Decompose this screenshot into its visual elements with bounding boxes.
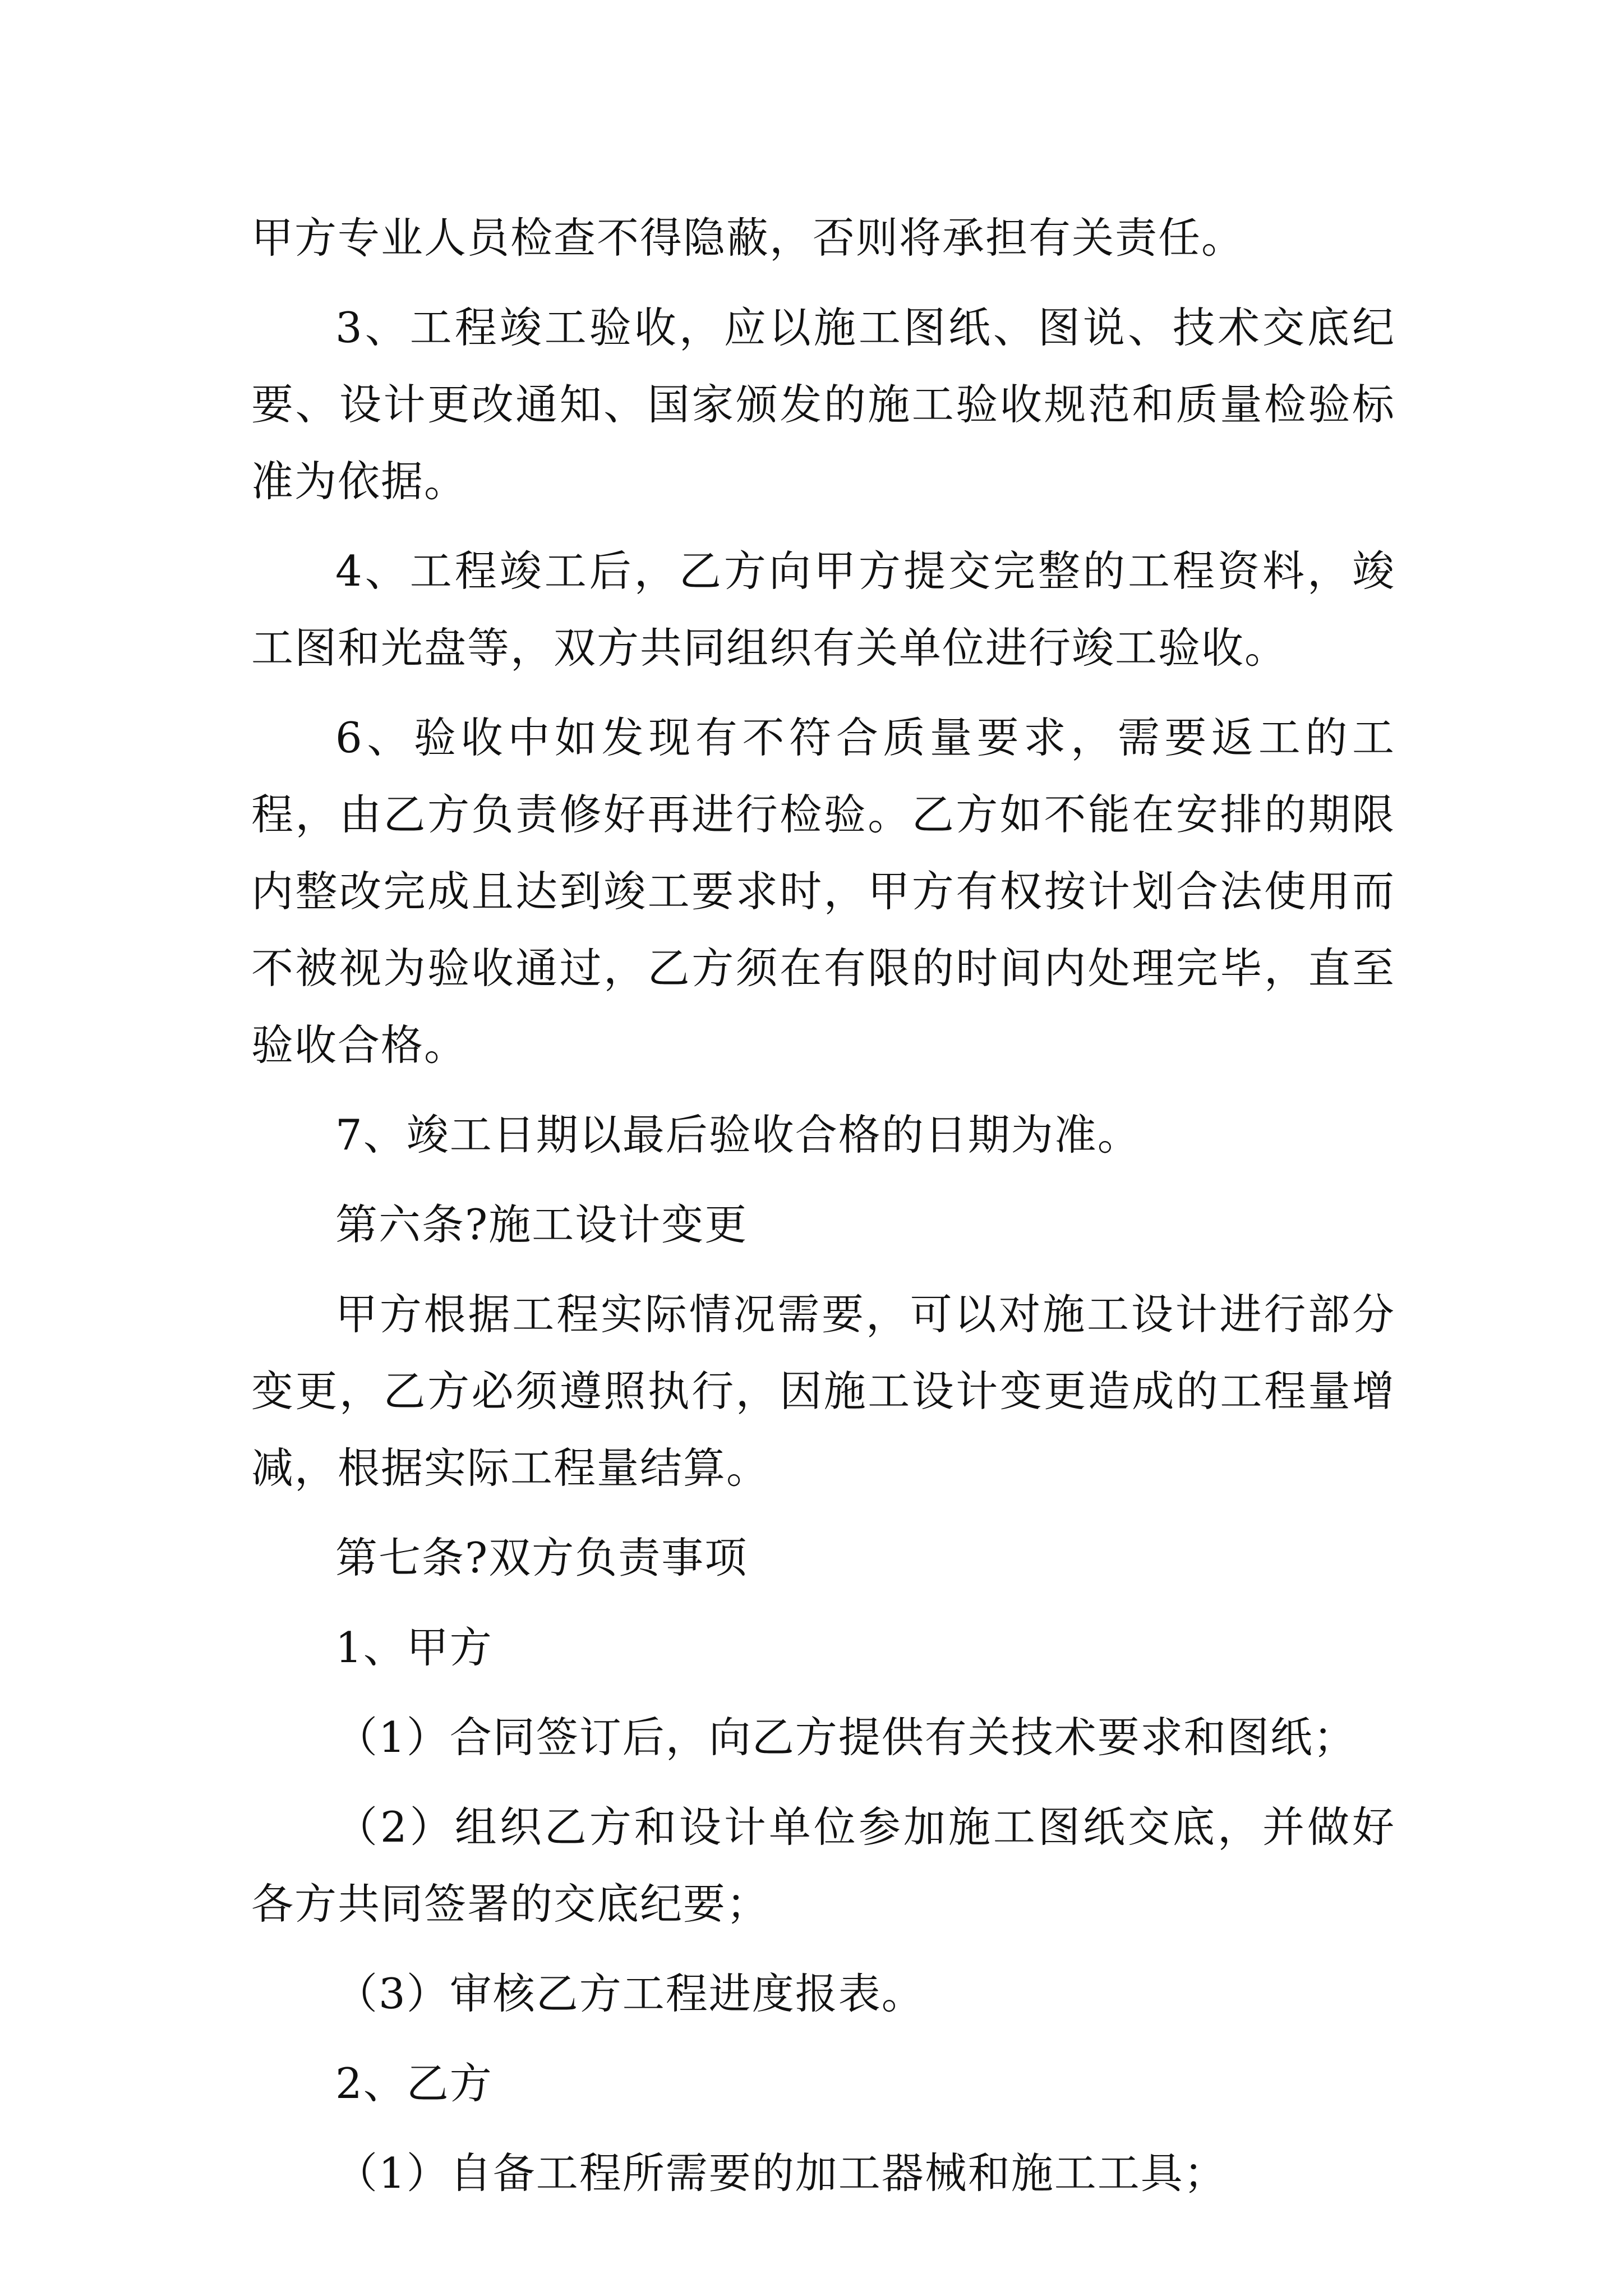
paragraph: 4、工程竣工后，乙方向甲方提交完整的工程资料，竣工图和光盘等，双方共同组织有关单位进行竣工验收。 bbox=[251, 546, 1395, 673]
paragraph: 甲方根据工程实际情况需要，可以对施工设计进行部分变更，乙方必须遵照执行，因施工设计变更造成的工程量增减，根据实际工程量结算。 bbox=[251, 1290, 1395, 1493]
paragraph: 6、验收中如发现有不符合质量要求，需要返工的工程，由乙方负责修好再进行检验。乙方如不能在安排的期限内整改完成且达到竣工要求时，甲方有权按计划合法使用而不被视为验收通过，乙方须在有限的时间内处理完毕，直至验收合格。 bbox=[251, 713, 1395, 1070]
document-body bbox=[251, 200, 1395, 2225]
paragraph: 3、工程竣工验收，应以施工图纸、图说、技术交底纪要、设计更改通知、国家颁发的施工验收规范和质量检验标准为依据。 bbox=[251, 303, 1395, 506]
paragraph: 7、竣工日期以最后验收合格的日期为准。 bbox=[335, 1110, 1141, 1159]
section-heading: 第七条?双方负责事项 bbox=[335, 1533, 748, 1582]
section-heading: 第六条?施工设计变更 bbox=[335, 1200, 748, 1249]
list-item: （1）自备工程所需要的加工器械和施工工具； bbox=[335, 2148, 1227, 2198]
list-item: （3）审核乙方工程进度报表。 bbox=[335, 1969, 925, 2018]
list-item: （2）组织乙方和设计单位参加施工图纸交底，并做好各方共同签署的交底纪要； bbox=[251, 1802, 1395, 1929]
paragraph: 甲方专业人员检查不得隐蔽，否则将承担有关责任。 bbox=[251, 213, 1245, 263]
list-heading: 1、甲方 bbox=[335, 1623, 493, 1672]
list-heading: 2、乙方 bbox=[335, 2059, 493, 2108]
list-item: （1）合同签订后，向乙方提供有关技术要求和图纸； bbox=[335, 1713, 1357, 1762]
